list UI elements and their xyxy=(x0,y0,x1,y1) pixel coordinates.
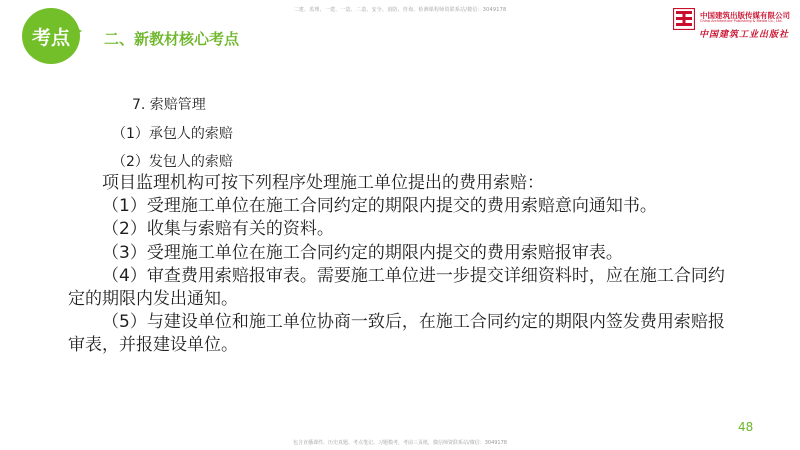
step-item: （3）受理施工单位在施工合同约定的期限内提交的费用索赔报审表。 xyxy=(102,242,623,263)
topic-badge: 考点 xyxy=(22,8,80,64)
subitem: （2）发包人的索赔 xyxy=(112,154,233,170)
press-name: 中国建筑工业出版社 xyxy=(699,30,790,40)
bottom-watermark: 包含直播课件、历史真题、考点笔记、习题模考，考前三页纸，微信师资联系站/微信：3049178 xyxy=(293,440,507,446)
subitem: （1）承包人的索赔 xyxy=(112,126,233,142)
top-watermark: 二建、监理、一建、一造、二造、安全、消防、咨询、检测课程师资联系站/微信：3049178 xyxy=(293,7,507,13)
step-item: （5）与建设单位和施工单位协商一致后，在施工合同约定的期限内签发费用索赔报审表，并报建设单位。 xyxy=(68,312,725,356)
section-title: 二、新教材核心考点 xyxy=(104,30,240,48)
item-title: 7. 索赔管理 xyxy=(132,97,206,113)
publisher-en-name: China Architecture Publishing & Media Co., Ltd. xyxy=(700,19,783,23)
step-item: （1）受理施工单位在施工合同约定的期限内提交的费用索赔意向通知书。 xyxy=(102,196,657,217)
body-text xyxy=(68,172,736,358)
page-number: 48 xyxy=(738,420,754,434)
publisher-cn-name: 中国建筑出版传媒有限公司 xyxy=(700,11,790,20)
step-item: （4）审查费用索赔报审表。需要施工单位进一步提交详细资料时，应在施工合同约定的期限内发出通知。 xyxy=(68,265,725,310)
step-item: （2）收集与索赔有关的资料。 xyxy=(102,219,334,240)
intro-paragraph: 项目监理机构可按下列程序处理施工单位提出的费用索赔： xyxy=(102,173,544,193)
